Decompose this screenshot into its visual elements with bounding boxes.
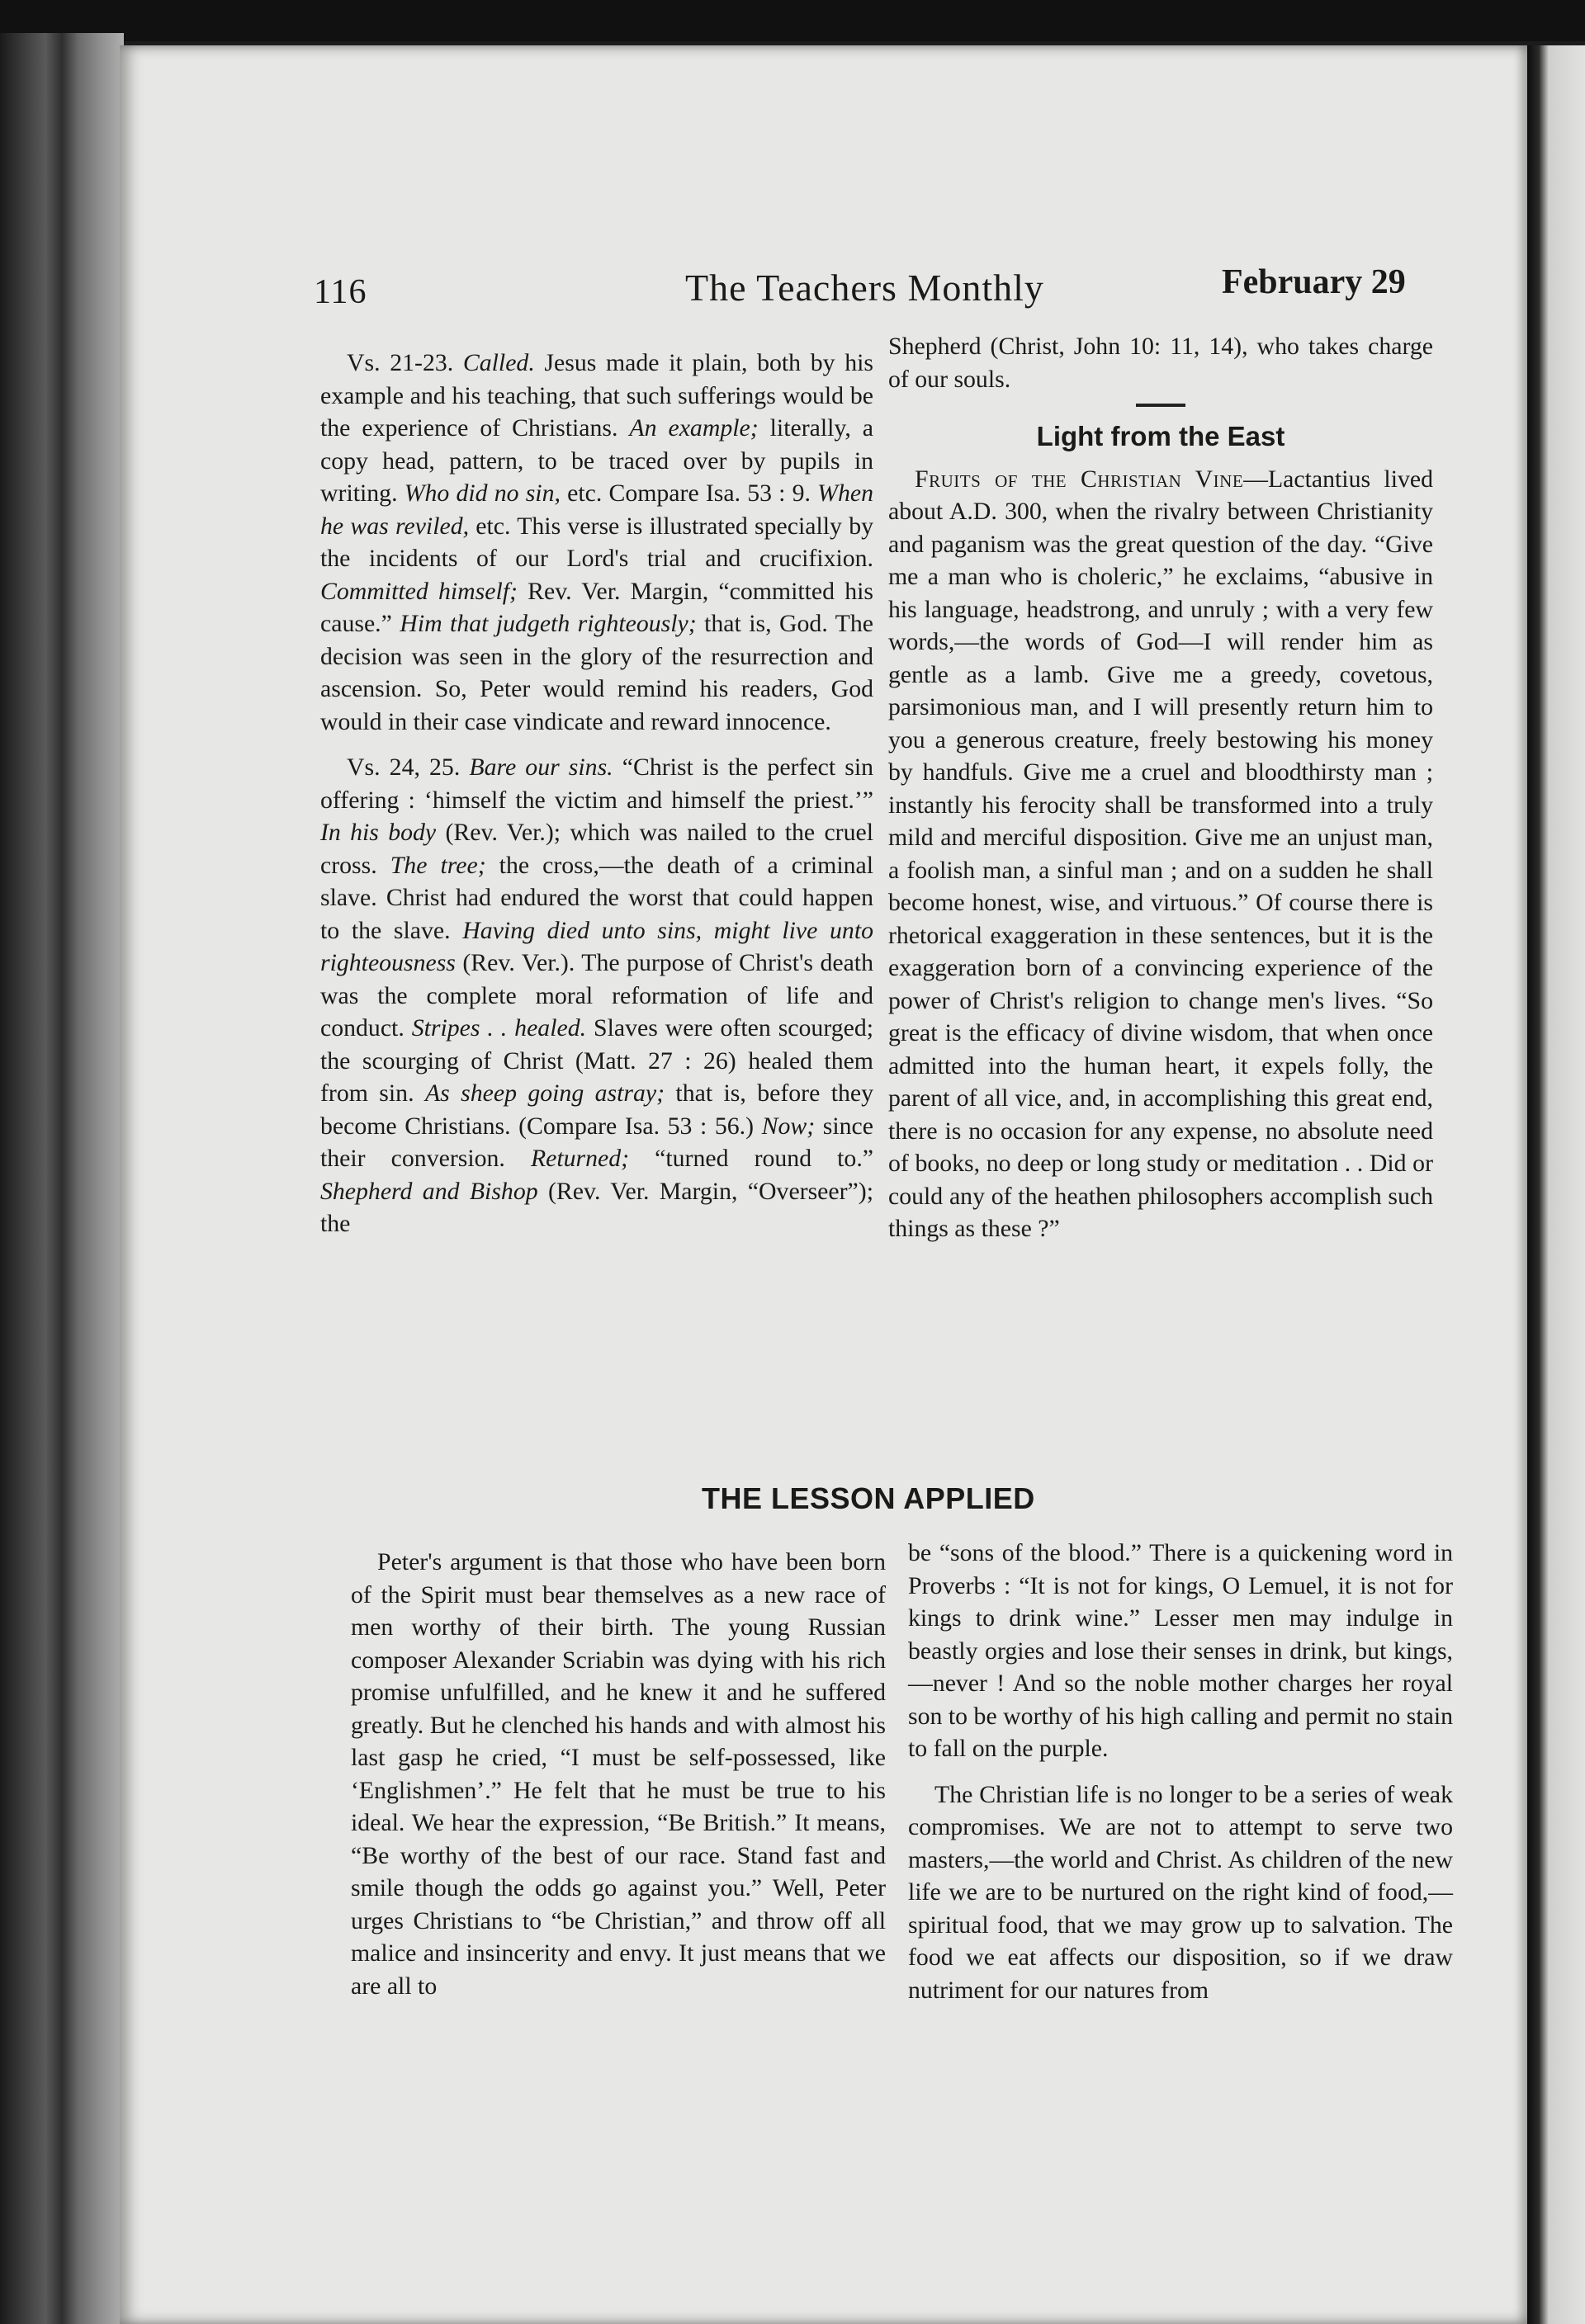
running-title: The Teachers Monthly xyxy=(685,267,1044,309)
text-run: Vs. 24, 25. xyxy=(347,753,470,781)
text-run: Rev. Ver. Margin, “committed his cause.” xyxy=(320,577,873,637)
italic-phrase: In his body xyxy=(320,819,437,846)
column-lesson-right xyxy=(908,1537,1453,2006)
italic-phrase: When he was reviled, xyxy=(320,479,873,540)
continuation-paragraph: Shepherd (Christ, John 10: 11, 14), who takes charge of our souls. xyxy=(888,333,1433,393)
text-run: “Christ is the perfect sin offering : ‘himself the victim and himself the priest.’” xyxy=(320,753,873,814)
text-run: (Rev. Ver.). The purpose of Christ's death was the complete moral reformation of life and conduct. xyxy=(320,949,873,1042)
italic-phrase: An example; xyxy=(629,414,759,442)
small-caps-lead: Fruits of the Christian Vine xyxy=(915,465,1244,493)
italic-phrase: Stripes . . healed. xyxy=(411,1014,587,1042)
italic-phrase: The tree; xyxy=(390,851,486,879)
italic-phrase: Called. xyxy=(462,349,535,376)
italic-phrase: Now; xyxy=(761,1112,816,1140)
section-heading-light-from-east: Light from the East xyxy=(1036,421,1285,451)
text-run: since their conversion. xyxy=(320,1112,873,1172)
text-run: etc. This verse is illustrated specially by the incidents of our Lord's trial and crucifixion. xyxy=(320,512,873,572)
verse-note-21-23 xyxy=(320,347,873,738)
lesson-paragraph-3: The Christian life is no longer to be a series of weak compromises. We are not to attempt to serve two masters,—the world and Christ. As children of the new life we are to be nurtured on the right kind of food,—spiritual food, that we may grow up to salvation. The food we eat affects our disposition, so if we draw nutriment for our natures from xyxy=(908,1780,1453,2004)
text-run: Vs. 21-23. xyxy=(347,349,463,376)
page-number: 116 xyxy=(314,273,367,311)
adjacent-page-edge xyxy=(1527,45,1585,2324)
italic-phrase: Committed himself; xyxy=(320,577,518,605)
italic-phrase: Who did no sin, xyxy=(404,479,561,507)
fruits-paragraph xyxy=(888,463,1433,1245)
lesson-applied-heading: THE LESSON APPLIED xyxy=(702,1481,1035,1515)
text-run: —Lactantius lived about A.D. 300, when the rivalry between Christianity and paganism was the great question of the day. “Give me a man who is choleric,” he exclaims, “abusive in his language, headstrong, and unruly ; with a very few words,—the words of God—I will render him as gentle as a lamb. Give me a greedy, covetous, parsimonious man, and I will presently return him to you a generous creature, freely bestowing his money by handfuls. Give me a cruel and bloodthirsty man ; instantly his ferocity shall be transformed into a truly mild and merciful disposition. Give me an unjust man, a foolish man, a sinful man ; and on a sudden he shall become honest, wise, and virtuous.” Of course there is rhetorical exaggeration in these sentences, but it is the exaggeration born of a convincing experience of the power of Christ's religion to change men's lives. “So great is the efficacy of divine wisdom, that when once admitted into the human heart, it expels folly, the parent of all vice, and, in accomplishing this great end, there is no occasion for any expense, no absolute need of books, no deep or long study or meditation . . Did or could any of the heathen philosophers accomplish such things as these ?” xyxy=(888,465,1433,1242)
book-binding-edge xyxy=(0,33,124,2324)
running-date: February 29 xyxy=(1222,263,1406,301)
text-run: literally, a copy head, pattern, to be traced over by pupils in writing. xyxy=(320,414,874,507)
italic-phrase: Him that judgeth righteously; xyxy=(400,610,697,637)
text-run: (Rev. Ver. Margin, “Overseer”); the xyxy=(320,1177,873,1237)
italic-phrase: Having died unto sins, might live unto righteousness xyxy=(320,916,873,976)
verse-note-24-25 xyxy=(320,751,873,1240)
column-verse-notes xyxy=(320,347,873,1240)
text-run: the cross,—the death of a criminal slave. Christ had endured the worst that could happen to the slave. xyxy=(320,851,874,944)
text-run: (Rev. Ver.); which was nailed to the cruel cross. xyxy=(320,819,873,879)
column-light-from-east xyxy=(888,330,1433,1245)
scan-top-border xyxy=(0,0,1585,41)
text-run: etc. Compare Isa. 53 : 9. xyxy=(560,479,818,507)
section-divider xyxy=(1136,404,1185,407)
text-run: Jesus made it plain, both by his example and his teaching, that such sufferings would be the experience of Christians. xyxy=(320,349,873,442)
text-run: “turned round to.” xyxy=(629,1145,874,1172)
text-run: Slaves were often scourged; the scourging of Christ (Matt. 27 : 26) healed them from sin. xyxy=(320,1014,874,1107)
lesson-paragraph-1: Peter's argument is that those who have been born of the Spirit must bear themselves as a new race of men worthy of their birth. The young Russian composer Alexander Scriabin was dying with his rich promise unfulfilled, and he knew it and he suffered greatly. But he clenched his hands and with almost his last gasp he cried, “I must be self-possessed, like ‘Englishmen’.” He felt that he must be true to his ideal. We hear the expression, “Be British.” It means, “Be worthy of the best of our race. Stand fast and smile though the odds go against you.” Well, Peter urges Christians to “be Christian,” and throw off all malice and insincerity and envy. It just means that we are all to xyxy=(351,1548,886,2000)
lesson-paragraph-2: be “sons of the blood.” There is a quickening word in Proverbs : “It is not for kings, O Lemuel, it is not for kings to drink wine.” Lesser men may indulge in beastly orgies and lose their senses in drink, but kings,—never ! And so the noble mother charges her royal son to be worthy of his high calling and permit no stain to fall on the purple. xyxy=(908,1539,1453,1762)
italic-phrase: Bare our sins. xyxy=(469,753,613,781)
italic-phrase: As sheep going astray; xyxy=(424,1079,665,1107)
column-lesson-left xyxy=(351,1546,886,2002)
text-run: that is, before they become Christians. (Compare Isa. 53 : 56.) xyxy=(320,1079,874,1140)
italic-phrase: Returned; xyxy=(530,1145,630,1172)
italic-phrase: Shepherd and Bishop xyxy=(320,1177,538,1205)
text-run: that is, God. The decision was seen in the glory of the resurrection and ascension. So, Peter would remind his readers, God would in their case vindicate and reward innocence. xyxy=(320,610,874,735)
